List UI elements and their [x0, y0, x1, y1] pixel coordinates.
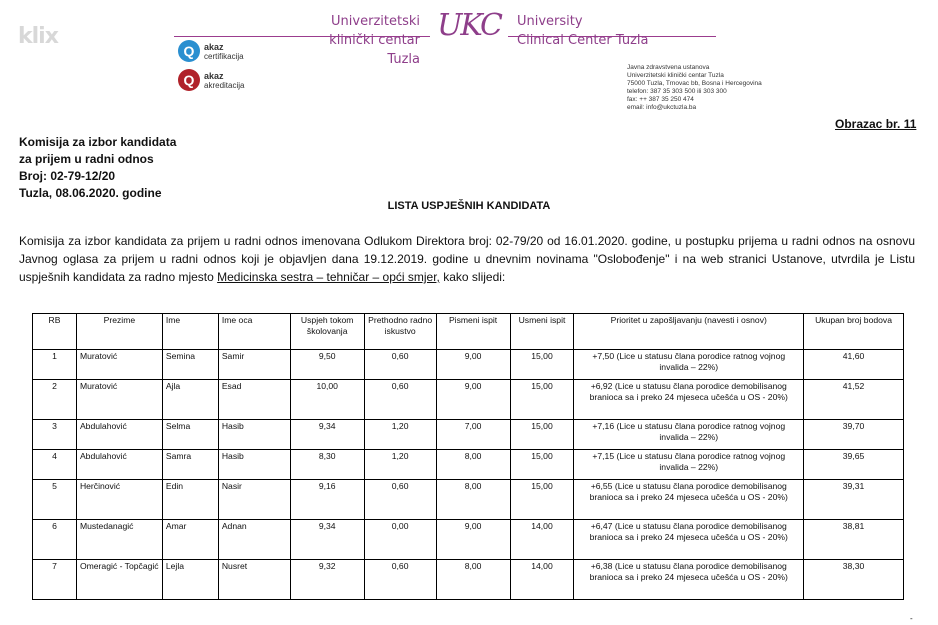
committee-line: Komisija za izbor kandidata	[19, 135, 177, 149]
cell-prioritet: +6,47 (Lice u statusu člana porodice demobilisanog branioca sa i preko 24 mjeseca učešća u OS - 20%)	[574, 520, 804, 560]
cell-ime: Samra	[162, 450, 218, 480]
col-header: Uspjeh tokom školovanja	[290, 314, 364, 350]
cell-prioritet: +6,92 (Lice u statusu člana porodice demobilisanog branioca sa i preko 24 mjeseca učešća u OS - 20%)	[574, 380, 804, 420]
inst-line: fax: ++ 387 35 250 474	[627, 96, 694, 103]
cell-prezime: Omeragić - Topčagić	[76, 560, 162, 600]
cell-rb: 3	[33, 420, 77, 450]
inst-line: telefon: 387 35 303 500 ili 303 300	[627, 88, 727, 95]
table-row	[33, 380, 904, 420]
header-right-line1: University	[517, 14, 583, 29]
page-mark: -	[910, 614, 913, 623]
col-header: RB	[33, 314, 77, 350]
cell-ime: Semina	[162, 350, 218, 380]
cell-ime: Lejla	[162, 560, 218, 600]
cell-usmeni: 15,00	[510, 420, 574, 450]
cell-usmeni: 15,00	[510, 380, 574, 420]
cell-ime-oca: Hasib	[218, 420, 290, 450]
cell-iskustvo: 0,60	[364, 480, 436, 520]
cell-prezime: Abdulahović	[76, 450, 162, 480]
cell-prezime: Muratović	[76, 350, 162, 380]
q-certification-icon: Q	[178, 40, 200, 62]
inst-line: email: info@ukctuzla.ba	[627, 104, 697, 111]
cell-uspjeh: 9,16	[290, 480, 364, 520]
cell-ime: Edin	[162, 480, 218, 520]
cell-ukupno: 38,30	[804, 560, 904, 600]
cell-iskustvo: 0,60	[364, 350, 436, 380]
cell-prezime: Abdulahović	[76, 420, 162, 450]
cell-rb: 6	[33, 520, 77, 560]
col-header: Prioritet u zapošljavanju (navesti i osnov)	[574, 314, 804, 350]
col-header: Prezime	[76, 314, 162, 350]
col-header: Pismeni ispit	[436, 314, 510, 350]
inst-line: Univerzitetski klinički centar Tuzla	[627, 72, 724, 79]
cell-iskustvo: 0,00	[364, 520, 436, 560]
cell-iskustvo: 0,60	[364, 560, 436, 600]
form-number: Obrazac br. 11	[835, 117, 917, 131]
col-header: Ime oca	[218, 314, 290, 350]
cell-ime: Ajla	[162, 380, 218, 420]
inst-line: 75000 Tuzla, Trnovac bb, Bosna i Hercegovina	[627, 80, 762, 87]
cell-pismeni: 8,00	[436, 480, 510, 520]
table-row	[33, 420, 904, 450]
job-position: Medicinska sestra – tehničar – opći smjer,	[217, 270, 440, 284]
cell-prezime: Herčinović	[76, 480, 162, 520]
table-header-row	[33, 314, 904, 350]
cell-ime-oca: Nusret	[218, 560, 290, 600]
cell-usmeni: 15,00	[510, 350, 574, 380]
cell-ukupno: 38,81	[804, 520, 904, 560]
cell-pismeni: 9,00	[436, 380, 510, 420]
cell-iskustvo: 1,20	[364, 420, 436, 450]
cell-rb: 1	[33, 350, 77, 380]
committee-date: Tuzla, 08.06.2020. godine	[19, 186, 162, 200]
cell-rb: 7	[33, 560, 77, 600]
cell-pismeni: 8,00	[436, 450, 510, 480]
q-accreditation-icon: Q	[178, 69, 200, 91]
cell-ime-oca: Nasir	[218, 480, 290, 520]
committee-line: za prijem u radni odnos	[19, 152, 154, 166]
cell-prioritet: +7,16 (Lice u statusu člana porodice ratnog vojnog invalida – 22%)	[574, 420, 804, 450]
akaz-accreditation-sub: akreditacija	[204, 81, 245, 90]
ukc-logo-text: UKC	[437, 8, 501, 43]
cell-prioritet: +7,50 (Lice u statusu člana porodice ratnog vojnog invalida – 22%)	[574, 350, 804, 380]
cell-usmeni: 14,00	[510, 520, 574, 560]
committee-block	[19, 134, 176, 202]
intro-text: Komisija za izbor kandidata za prijem u radni odnos imenovana Odlukom Direktora broj: 02-79/20 od 16.01.2020. godine, u postupku prijema u radni odnos na osnovu Javnog oglasa za prijem u radni odnos koji je objavljen dana 19.12.2019. godine u dnevnim novinama "Oslobođenje" i na web stranici Ustanove, utvrdila je Listu uspješnih kandidata za radno mjesto	[19, 234, 915, 284]
cell-prezime: Muratović	[76, 380, 162, 420]
header-left-name	[300, 12, 420, 69]
header-left-line1: Univerzitetski	[331, 14, 420, 29]
cell-uspjeh: 9,34	[290, 520, 364, 560]
institution-address	[627, 64, 787, 112]
table-row	[33, 480, 904, 520]
cell-pismeni: 7,00	[436, 420, 510, 450]
cell-uspjeh: 9,34	[290, 420, 364, 450]
cell-iskustvo: 1,20	[364, 450, 436, 480]
cell-ukupno: 41,52	[804, 380, 904, 420]
cell-ukupno: 39,65	[804, 450, 904, 480]
akaz-certification-label: akaz	[204, 42, 224, 52]
cell-uspjeh: 10,00	[290, 380, 364, 420]
cell-prezime: Mustedanagić	[76, 520, 162, 560]
cell-usmeni: 15,00	[510, 450, 574, 480]
table-row	[33, 350, 904, 380]
candidates-table	[32, 313, 904, 600]
cell-uspjeh: 9,50	[290, 350, 364, 380]
cell-ukupno: 39,31	[804, 480, 904, 520]
inst-line: Javna zdravstvena ustanova	[627, 64, 710, 71]
cell-pismeni: 8,00	[436, 560, 510, 600]
ukc-logo	[430, 0, 508, 60]
watermark-logo: klix	[18, 24, 58, 49]
intro-text-end: kako slijedi:	[439, 270, 506, 284]
cell-prioritet: +6,38 (Lice u statusu člana porodice demobilisanog branioca sa i preko 24 mjeseca učešća u OS - 20%)	[574, 560, 804, 600]
cell-ime-oca: Hasib	[218, 450, 290, 480]
table-row	[33, 450, 904, 480]
header-right-name	[517, 12, 657, 50]
committee-number: Broj: 02-79-12/20	[19, 169, 116, 183]
cell-iskustvo: 0,60	[364, 380, 436, 420]
col-header: Prethodno radno iskustvo	[364, 314, 436, 350]
cell-ime-oca: Samir	[218, 350, 290, 380]
col-header: Ukupan broj bodova	[804, 314, 904, 350]
table-row	[33, 520, 904, 560]
cell-rb: 4	[33, 450, 77, 480]
header-left-line2: klinički centar Tuzla	[329, 33, 420, 67]
cell-prioritet: +6,55 (Lice u statusu člana porodice demobilisanog branioca sa i preko 24 mjeseca učešća u OS - 20%)	[574, 480, 804, 520]
akaz-certification-text	[204, 43, 284, 61]
cell-rb: 2	[33, 380, 77, 420]
cell-ime: Amar	[162, 520, 218, 560]
intro-paragraph	[19, 232, 915, 286]
akaz-accreditation-label: akaz	[204, 71, 224, 81]
document-title: LISTA USPJEŠNIH KANDIDATA	[387, 200, 551, 212]
col-header: Ime	[162, 314, 218, 350]
cell-usmeni: 15,00	[510, 480, 574, 520]
cell-pismeni: 9,00	[436, 350, 510, 380]
cell-ime-oca: Adnan	[218, 520, 290, 560]
cell-ime-oca: Esad	[218, 380, 290, 420]
col-header: Usmeni ispit	[510, 314, 574, 350]
header-right-line2: Clinical Center Tuzla	[517, 33, 649, 48]
cell-pismeni: 9,00	[436, 520, 510, 560]
cell-rb: 5	[33, 480, 77, 520]
cell-ime: Selma	[162, 420, 218, 450]
akaz-accreditation-text	[204, 72, 284, 90]
cell-ukupno: 41,60	[804, 350, 904, 380]
cell-ukupno: 39,70	[804, 420, 904, 450]
akaz-certification-sub: certifikacija	[204, 52, 244, 61]
cell-uspjeh: 8,30	[290, 450, 364, 480]
cell-uspjeh: 9,32	[290, 560, 364, 600]
table-row	[33, 560, 904, 600]
cell-usmeni: 14,00	[510, 560, 574, 600]
cell-prioritet: +7,15 (Lice u statusu člana porodice ratnog vojnog invalida – 22%)	[574, 450, 804, 480]
